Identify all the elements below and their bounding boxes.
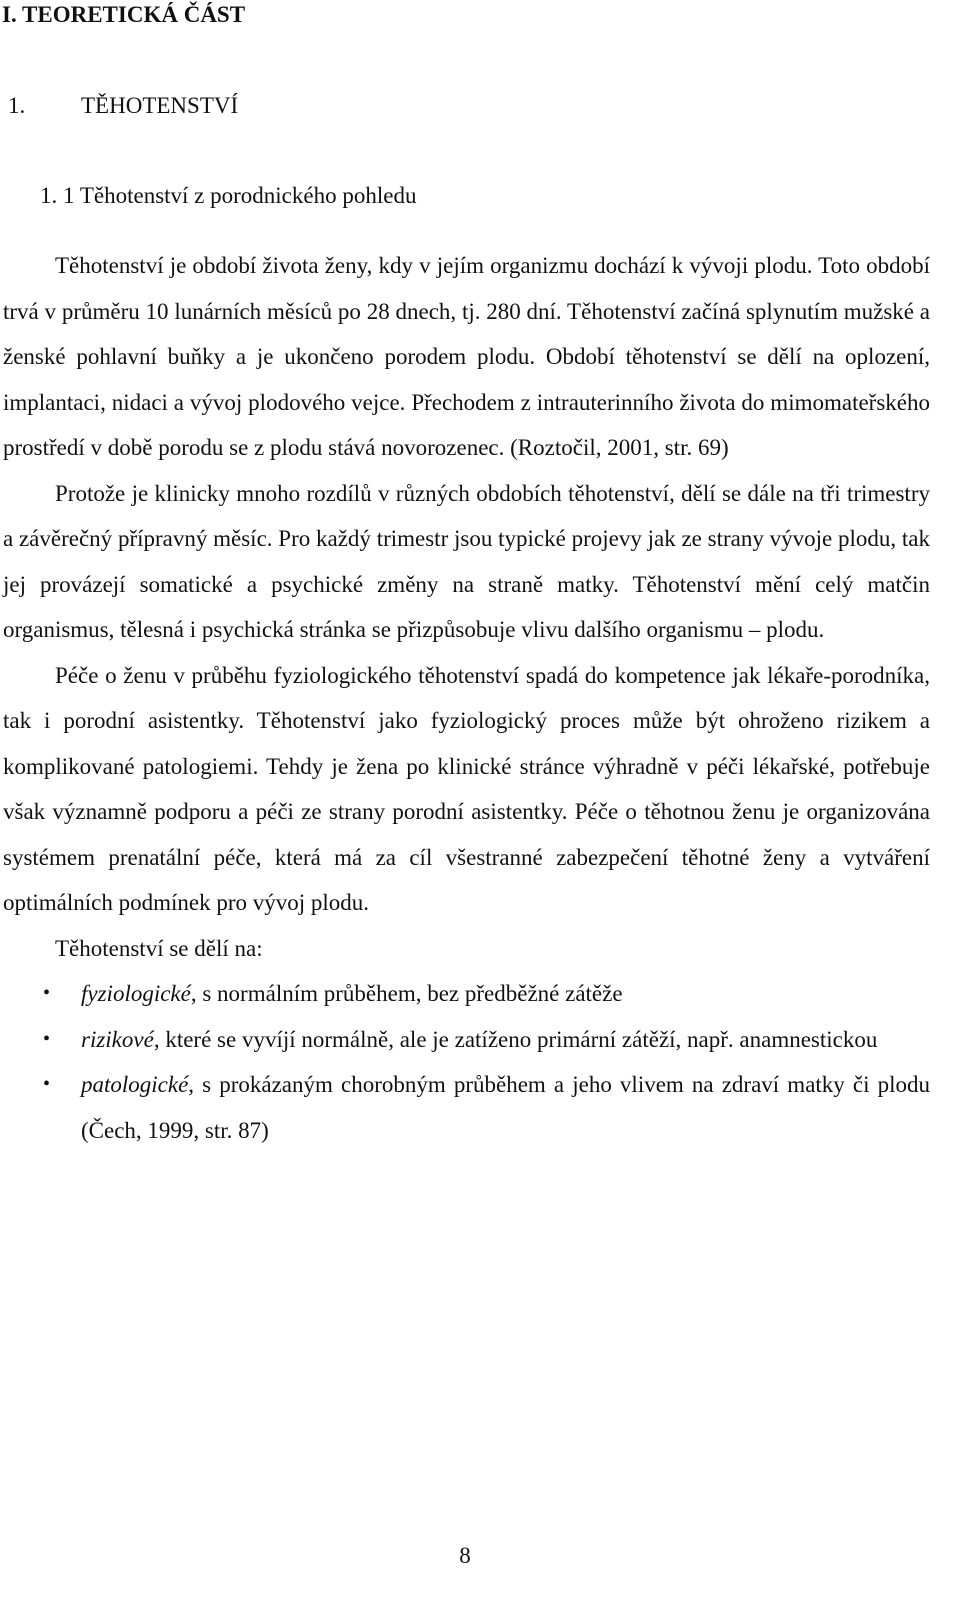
bullet-icon: • — [43, 1073, 51, 1095]
section-heading: 1. 1 Těhotenství z porodnického pohledu — [40, 183, 417, 208]
chapter-number: 1. — [8, 93, 26, 118]
paragraph-trimesters: Protože je klinicky mnoho rozdílů v různých obdobích těhotenství, dělí se dále na tři trimestry a závěrečný přípravný měsíc. Pro každý trimestr jsou typické projevy jak ze strany vývoje plodu, tak jej provázejí somatické a psychické změny na straně matky. Těhotenství mění celý matčin organismus, tělesná i psychická stránka se přizpůsobuje vlivu dalšího organismu – plodu. — [3, 480, 930, 642]
bullet-icon: • — [43, 1027, 51, 1050]
list-item-text: , s prokázaným chorobným průběhem a jeho vlivem na zdraví matky či plodu (Čech, 1999, str. 87) — [81, 1072, 930, 1143]
list-item — [3, 971, 930, 1017]
list-intro: Těhotenství se dělí na: — [55, 935, 263, 961]
chapter-heading — [8, 91, 238, 121]
list-item — [3, 1062, 930, 1153]
chapter-title: TĚHOTENSTVÍ — [81, 93, 239, 118]
list-item-text: , které se vyvíjí normálně, ale je zatíženo primární zátěží, např. anamnestickou — [153, 1026, 878, 1052]
page-number: 8 — [459, 1543, 471, 1568]
part-heading: I. TEORETICKÁ ČÁST — [2, 2, 246, 27]
list-item-term: patologické — [81, 1072, 189, 1097]
bullet-icon: • — [43, 982, 51, 1004]
list-item-term: rizikové — [81, 1026, 154, 1052]
paragraph-care: Péče o ženu v průběhu fyziologického těhotenství spadá do kompetence jak lékaře-porodníka, tak i porodní asistentky. Těhotenství jako fyziologický proces může být ohroženo rizikem a komplikované patologiemi. Tehdy je žena po klinické stránce výhradně v péči lékařské, potřebuje však významně podporu a péči ze strany porodní asistentky. Péče o těhotnou ženu je organizována systémem prenatální péče, která má za cíl všestranné zabezpečení těhotné ženy a vytváření optimálních podmínek pro vývoj plodu. — [3, 662, 930, 915]
list-item-term: fyziologické — [81, 981, 191, 1006]
body-text — [3, 243, 930, 1153]
list-item-text: , s normálním průběhem, bez předběžné zátěže — [190, 981, 623, 1006]
pregnancy-types-list — [3, 971, 930, 1153]
paragraph-definition: Těhotenství je období života ženy, kdy v jejím organizmu dochází k vývoji plodu. Toto období trvá v průměru 10 lunárních měsíců po 28 dnech, tj. 280 dní. Těhotenství začíná splynutím mužské a ženské pohlavní buňky a je ukončeno porodem plodu. Období těhotenství se dělí na oplození, implantaci, nidaci a vývoj plodového vejce. Přechodem z intrauterinního života do mimomateřského prostředí v době porodu se z plodu stává novorozenec. (Roztočil, 2001, str. 69) — [3, 253, 930, 460]
list-item — [3, 1017, 930, 1063]
